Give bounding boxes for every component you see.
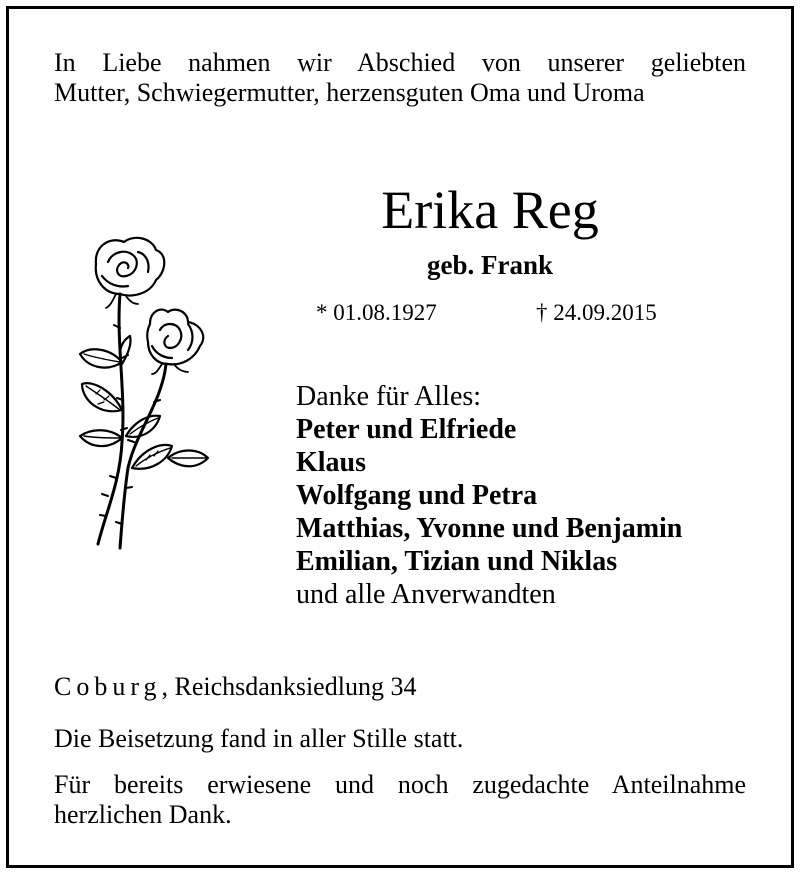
death-date: † 24.09.2015 bbox=[536, 300, 657, 325]
gratitude-text bbox=[54, 770, 746, 830]
street-address: , Reichsdanksiedlung 34 bbox=[161, 672, 417, 701]
family-line: Klaus bbox=[296, 447, 367, 478]
birth-name: geb. Frank bbox=[426, 250, 553, 280]
gratitude-line-1: Für bereits erwiesene und noch zugedachte Anteilnahme bbox=[54, 770, 746, 799]
deceased-name: Erika Reg bbox=[381, 180, 599, 240]
family-line: Matthias, Yvonne und Benjamin bbox=[296, 513, 683, 544]
family-line: Emilian, Tizian und Niklas bbox=[296, 546, 618, 577]
family-line: Wolfgang und Petra bbox=[296, 480, 538, 511]
city-name: Coburg bbox=[54, 672, 162, 701]
rose-icon bbox=[76, 232, 212, 550]
thanks-others: und alle Anverwandten bbox=[296, 579, 556, 610]
family-line: Peter und Elfriede bbox=[296, 414, 517, 445]
thanks-title: Danke für Alles: bbox=[296, 381, 482, 412]
thanks-block bbox=[296, 380, 682, 611]
intro-line-1: In Liebe nahmen wir Abschied von unserer geliebten bbox=[54, 48, 746, 77]
intro-text bbox=[54, 48, 746, 108]
burial-notice: Die Beisetzung fand in aller Stille statt. bbox=[54, 724, 464, 753]
address-line bbox=[54, 672, 746, 702]
birth-date: * 01.08.1927 bbox=[316, 300, 437, 325]
gratitude-line-2: herzlichen Dank. bbox=[54, 800, 232, 829]
intro-line-2: Mutter, Schwiegermutter, herzensguten Oma und Uroma bbox=[54, 78, 645, 107]
